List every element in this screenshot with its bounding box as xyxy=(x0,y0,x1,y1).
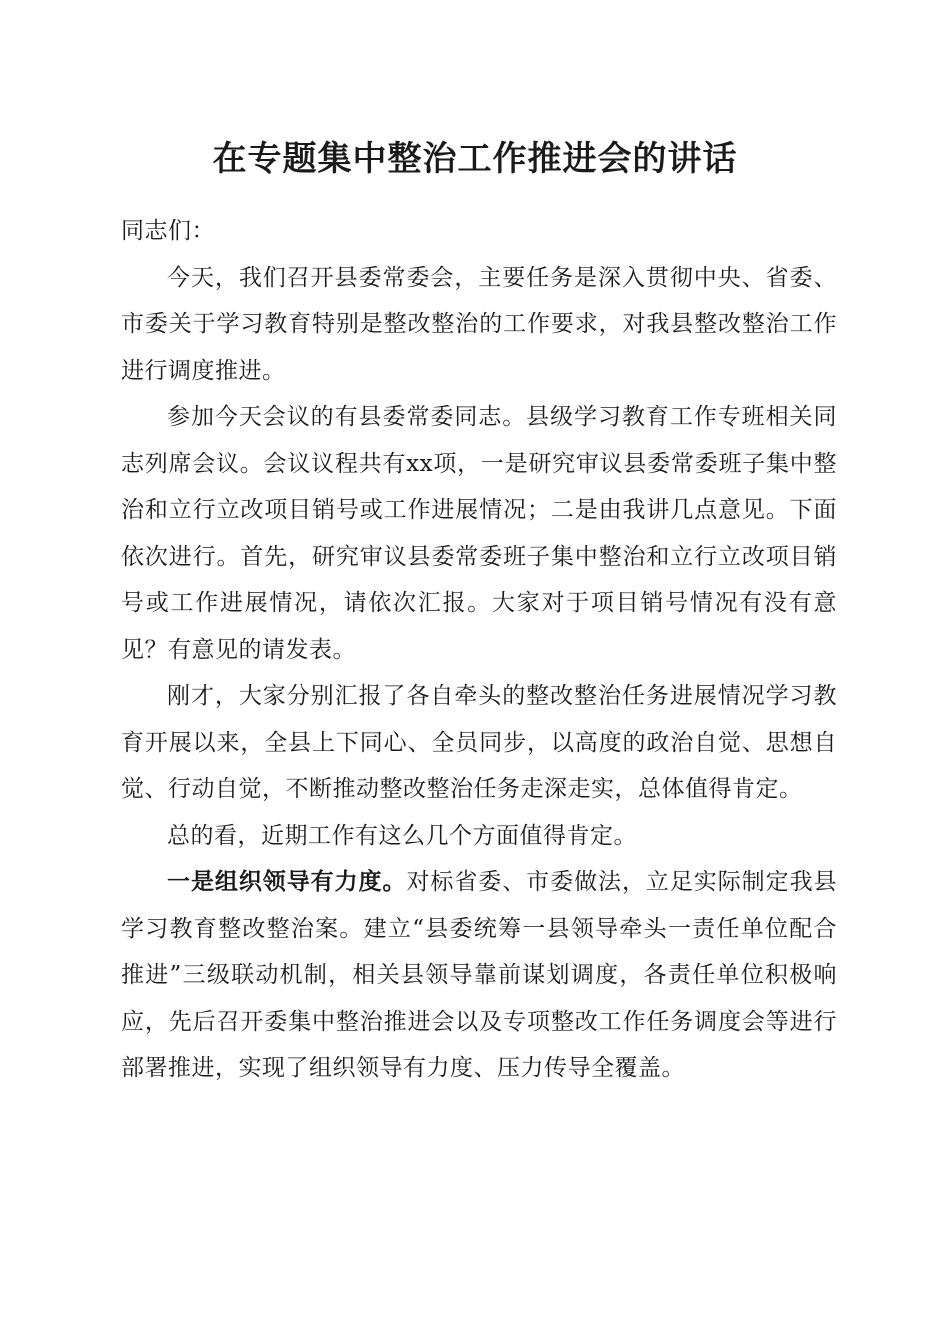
paragraph-1 xyxy=(121,255,837,395)
paragraph-1-text: 今天，我们召开县委常委会，主要任务是深入贯彻中央、省委、市委关于学习教育特别是整改整治的工作要求，对我县整改整治工作进行调度推进。 xyxy=(121,264,837,384)
paragraph-5-lead: 一是组织领导有力度。 xyxy=(167,868,407,895)
paragraph-2-text: 参加今天会议的有县委常委同志。县级学习教育工作专班相关同志列席会议。会议议程共有xx项，一是研究审议县委常委班子集中整治和立行立改项目销号或工作进展情况；二是由我讲几点意见。下面依次进行。首先，研究审议县委常委班子集中整治和立行立改项目销号或工作进展情况，请依次汇报。大家对于项目销号情况有没有意见？有意见的请发表。 xyxy=(121,404,837,663)
paragraph-5 xyxy=(121,859,837,1092)
paragraph-4 xyxy=(121,813,837,860)
paragraph-5-text: 对标省委、市委做法，立足实际制定我县学习教育整改整治案。建立“县委统筹一县领导牵头一责任单位配合推进”三级联动机制，相关县领导靠前谋划调度，各责任单位积极响应，先后召开委集中整治推进会以及专项整改工作任务调度会等进行部署推进，实现了组织领导有力度、压力传导全覆盖。 xyxy=(121,869,838,1081)
document-title: 在专题集中整治工作推进会的讲话 xyxy=(212,139,738,179)
paragraph-2 xyxy=(121,394,837,673)
document-body xyxy=(121,208,837,1092)
paragraph-3 xyxy=(121,673,837,813)
paragraph-4-text: 总的看，近期工作有这么几个方面值得肯定。 xyxy=(167,822,637,849)
paragraph-3-text: 刚才，大家分别汇报了各自牵头的整改整治任务进展情况学习教育开展以来，全县上下同心、全员同步，以高度的政治自觉、思想自觉、行动自觉，不断推动整改整治任务走深走实，总体值得肯定。 xyxy=(121,683,837,802)
salutation: 同志们： xyxy=(121,218,215,244)
